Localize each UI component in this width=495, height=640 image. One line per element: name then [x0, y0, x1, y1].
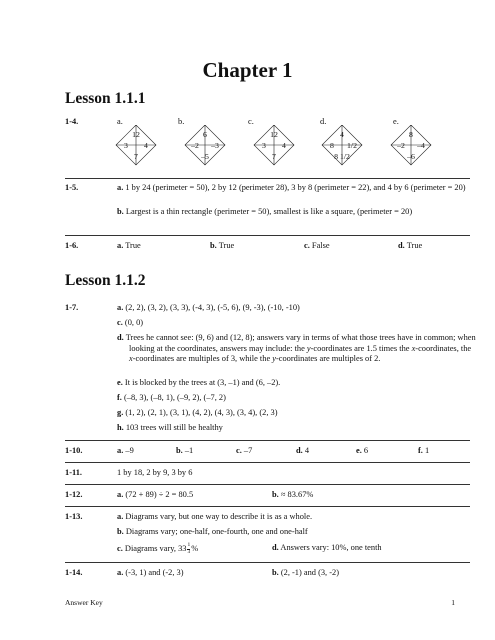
- answer-1-10c: c. –7: [236, 446, 253, 455]
- answer-1-13a: a. Diagrams vary, but one way to describe it is as a whole.: [117, 512, 313, 521]
- svg-text:7: 7: [134, 152, 138, 161]
- fraction: $\frac{1}{3}$: [187, 542, 191, 555]
- answer-1-10f: f. 1: [418, 446, 430, 455]
- answer-1-6a: a. True: [117, 241, 141, 250]
- page-number: 1: [451, 598, 455, 607]
- svg-text:4: 4: [340, 130, 344, 139]
- problem-number: 1-11.: [65, 468, 82, 477]
- problem-number: 1-5.: [65, 183, 79, 192]
- svg-text:8 1/2: 8 1/2: [334, 152, 350, 161]
- divider: [65, 506, 470, 507]
- answer-1-11: 1 by 18, 2 by 9, 3 by 6: [117, 468, 193, 477]
- svg-text:1/2: 1/2: [347, 141, 357, 150]
- svg-text:–6: –6: [407, 152, 415, 161]
- answer-1-7h: h. 103 trees will still be healthy: [117, 423, 223, 432]
- svg-text:–5: –5: [201, 152, 209, 161]
- diamond-a: [116, 125, 156, 165]
- part-label: d.: [320, 117, 327, 126]
- problem-number: 1-12.: [65, 490, 83, 499]
- answer-1-5b: b. Largest is a thin rectangle (perimeter = 50), smallest is like a square, (perimeter = 20): [117, 207, 413, 216]
- svg-text:8: 8: [409, 130, 413, 139]
- answer-1-10d: d. 4: [296, 446, 310, 455]
- problem-number: 1-4.: [65, 117, 79, 126]
- lesson-heading: Lesson 1.1.2: [65, 272, 146, 289]
- answer-1-7g: g. (1, 2), (2, 1), (3, 1), (4, 2), (4, 3), (3, 4), (2, 3): [117, 408, 278, 417]
- divider: [65, 484, 470, 485]
- problem-number: 1-14.: [65, 568, 83, 577]
- svg-text:–2: –2: [397, 141, 405, 150]
- answer-1-5a: a. 1 by 24 (perimeter = 50), 2 by 12 (perimeter 28), 3 by 8 (perimeter = 22), and 4 by 6 (perimeter = 20): [117, 183, 466, 192]
- answer-1-13d: d. Answers vary: 10%, one tenth: [272, 543, 382, 552]
- svg-text:12: 12: [270, 130, 278, 139]
- part-label: e.: [393, 117, 399, 126]
- answer-1-14b: b. (2, -1) and (3, -2): [272, 568, 339, 577]
- answer-1-7f: f. (–8, 3), (–8, 1), (–9, 2), (–7, 2): [117, 393, 226, 402]
- svg-text:–2: –2: [191, 141, 199, 150]
- divider: [65, 462, 470, 463]
- answer-1-6b: b. True: [210, 241, 235, 250]
- divider: [65, 178, 470, 179]
- answer-1-7c: c. (0, 0): [117, 318, 144, 327]
- lesson-heading: Lesson 1.1.1: [65, 90, 146, 107]
- diamond-d: [322, 125, 362, 165]
- svg-text:3: 3: [262, 141, 266, 150]
- svg-text:4: 4: [282, 141, 286, 150]
- part-label: a.: [117, 117, 123, 126]
- svg-text:12: 12: [132, 130, 140, 139]
- diamond-c: [254, 125, 294, 165]
- answer-1-6c: c. False: [304, 241, 330, 250]
- answer-1-7e: e. It is blocked by the trees at (3, –1) and (6, –2).: [117, 378, 281, 387]
- diamond-e: [391, 125, 431, 165]
- divider: [65, 562, 470, 563]
- part-label: c.: [248, 117, 254, 126]
- problem-number: 1-13.: [65, 512, 83, 521]
- svg-text:6: 6: [203, 130, 207, 139]
- answer-1-13c: c. Diagrams vary, 33 $\frac{1}{3}$ %: [117, 542, 199, 555]
- svg-text:7: 7: [272, 152, 276, 161]
- divider: [65, 235, 470, 236]
- divider: [65, 440, 470, 441]
- problem-number: 1-6.: [65, 241, 79, 250]
- answer-1-13b: b. Diagrams vary; one-half, one-fourth, one and one-half: [117, 527, 308, 536]
- chapter-title: Chapter 1: [202, 58, 293, 82]
- problem-number: 1-7.: [65, 303, 79, 312]
- answer-1-10a: a. –9: [117, 446, 134, 455]
- svg-text:3: 3: [124, 141, 128, 150]
- svg-text:8: 8: [330, 141, 334, 150]
- answer-1-10e: e. 6: [356, 446, 369, 455]
- answer-1-12a: a. (72 + 89) ÷ 2 = 80.5: [117, 490, 194, 499]
- part-label: b.: [178, 117, 185, 126]
- diamond-b: [185, 125, 225, 165]
- answer-1-12b: b. ≈ 83.67%: [272, 490, 314, 499]
- answer-1-14a: a. (-3, 1) and (-2, 3): [117, 568, 184, 577]
- footer-left: Answer Key: [65, 598, 103, 607]
- svg-text:–3: –3: [211, 141, 219, 150]
- answer-1-7a: a. (2, 2), (3, 2), (3, 3), (-4, 3), (-5, 6), (9, -3), (-10, -10): [117, 303, 300, 312]
- problem-number: 1-10.: [65, 446, 83, 455]
- answer-1-10b: b. –1: [176, 446, 194, 455]
- svg-text:–4: –4: [417, 141, 425, 150]
- svg-text:4: 4: [144, 141, 148, 150]
- answer-1-6d: d. True: [398, 241, 423, 250]
- diamond-problems: [0, 125, 495, 167]
- answer-1-7d: d. Trees he cannot see: (9, 6) and (12, 8); answers vary in terms of what those trees have in common; when looking at the coordinates, answers may include: the y-coordinates are 1.5 times the x-coordinates, the x-coordinates are multiples of 3, while the y-coordinates are multiples of 2.: [117, 333, 476, 363]
